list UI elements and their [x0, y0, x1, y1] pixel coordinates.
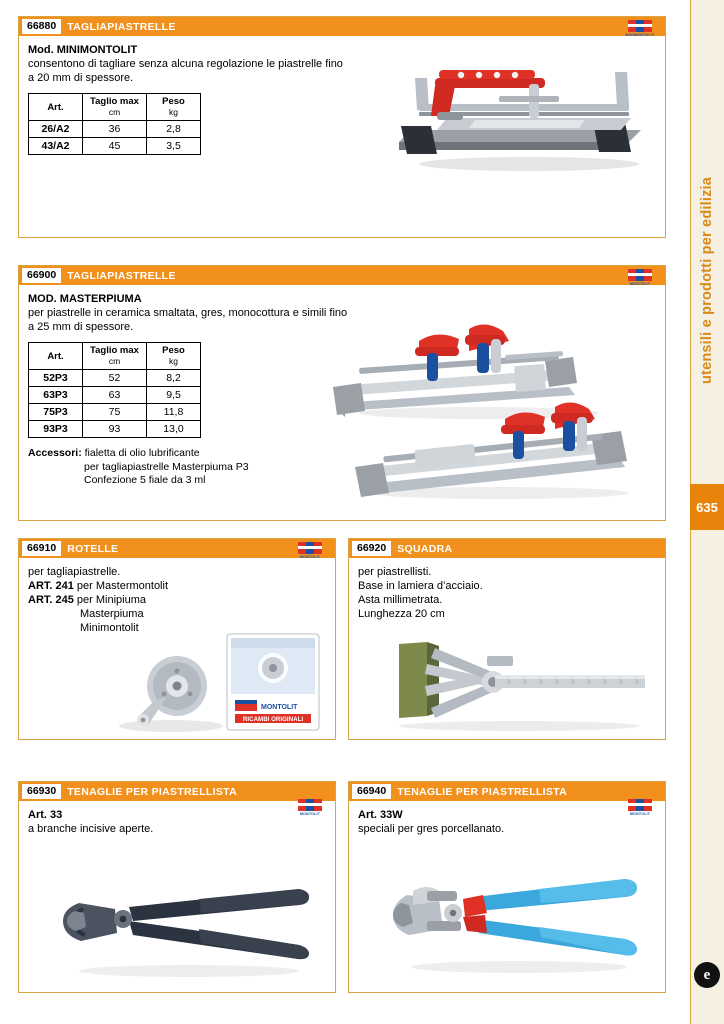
sidebar-section-label: utensili e prodotti per edilizia [699, 176, 715, 384]
spec-table [28, 342, 201, 438]
table-row [29, 421, 201, 438]
product-image-rotelle [109, 630, 329, 740]
product-art: Art. 33 [28, 809, 63, 821]
cell-peso: 13,0 [147, 421, 201, 438]
cell-taglio: 75 [83, 404, 147, 421]
th-taglio-label: Taglio max [90, 345, 139, 356]
th-peso-label: Peso [162, 345, 185, 356]
block-header [19, 266, 665, 285]
product-image-tenaglie-33 [49, 859, 319, 989]
product-desc-text: consentono di tagliare senza alcuna regolazione le piastrelle fino a 20 mm di spessore. [28, 58, 343, 84]
product-code: 66910 [22, 541, 61, 556]
rotelle-line1: per tagliapiastrelle. [28, 566, 121, 578]
th-peso [147, 343, 201, 370]
block-header [19, 782, 335, 801]
th-art: Art. [29, 94, 83, 121]
brand-name: MONTOLIT [629, 282, 651, 286]
product-desc-text: speciali per gres porcellanato. [358, 823, 505, 835]
product-model: MOD. MASTERPIUMA [28, 293, 142, 305]
product-image-masterpiuma [319, 295, 659, 510]
cell-peso: 11,8 [147, 404, 201, 421]
product-block-66930 [18, 781, 336, 993]
th-taglio-label: Taglio max [90, 96, 139, 107]
cell-taglio: 52 [83, 370, 147, 387]
product-model: Mod. MINIMONTOLIT [28, 44, 138, 56]
svg-text:RICAMBI ORIGINALI: RICAMBI ORIGINALI [242, 716, 304, 723]
product-title: TAGLIAPIASTRELLE [67, 20, 176, 33]
block-body [19, 33, 665, 161]
product-block-66940 [348, 781, 666, 993]
th-taglio [83, 343, 147, 370]
cell-peso: 8,2 [147, 370, 201, 387]
rotelle-art-245: ART. 245 [28, 594, 74, 606]
th-taglio [83, 94, 147, 121]
product-description [358, 808, 568, 836]
spec-table [28, 93, 201, 155]
svg-text:MONTOLIT: MONTOLIT [261, 704, 298, 711]
cell-art: 93P3 [29, 421, 83, 438]
cell-taglio: 36 [83, 121, 147, 138]
product-description [28, 565, 238, 635]
cell-art: 63P3 [29, 387, 83, 404]
th-peso [147, 94, 201, 121]
rotelle-line4: Masterpiuma [80, 608, 144, 620]
cell-art: 43/A2 [29, 138, 83, 155]
accessories-line2: per tagliapiastrelle Masterpiuma P3 [84, 460, 249, 473]
squadra-line1: per piastrellisti. [358, 566, 432, 578]
table-row [29, 121, 201, 138]
cell-art: 52P3 [29, 370, 83, 387]
cell-taglio: 93 [83, 421, 147, 438]
brand-logo-icon [293, 799, 327, 821]
product-description [358, 565, 578, 621]
brand-logo-icon [623, 269, 657, 291]
product-desc-text: a branche incisive aperte. [28, 823, 154, 835]
brand-name: MINIMONTOLIT [625, 33, 655, 37]
squadra-line4: Lunghezza 20 cm [358, 608, 445, 620]
th-taglio-unit: cm [108, 356, 121, 366]
product-image-tenaglie-33w [379, 857, 649, 987]
product-description [28, 292, 348, 334]
product-block-66910 [18, 538, 336, 740]
th-peso-unit: kg [169, 107, 178, 117]
brand-logo-icon [623, 799, 657, 821]
cell-peso: 2,8 [147, 121, 201, 138]
product-code: 66930 [22, 784, 61, 799]
product-code: 66900 [22, 268, 61, 283]
product-image-squadra [369, 630, 659, 740]
block-header [349, 539, 665, 558]
squadra-line3: Asta millimetrata. [358, 594, 443, 606]
product-title: TENAGLIE PER PIASTRELLISTA [397, 785, 567, 798]
page-sidebar [682, 0, 724, 1024]
product-description [28, 43, 348, 85]
product-title: TENAGLIE PER PIASTRELLISTA [67, 785, 237, 798]
brand-name: MONTOLIT [629, 812, 651, 816]
table-row [29, 387, 201, 404]
accessories-label: Accessori: [28, 447, 82, 459]
brand-name: MONTOLIT [299, 555, 321, 559]
squadra-line2: Base in lamiera d’acciaio. [358, 580, 483, 592]
cell-peso: 3,5 [147, 138, 201, 155]
block-body [349, 558, 665, 627]
table-header-row [29, 343, 201, 370]
product-code: 66920 [352, 541, 391, 556]
table-row [29, 138, 201, 155]
th-taglio-unit: cm [108, 107, 121, 117]
product-description [28, 808, 238, 836]
th-peso-unit: kg [169, 356, 178, 366]
block-header [19, 17, 665, 36]
rotelle-art-241: ART. 241 [28, 580, 74, 592]
block-body [19, 801, 335, 842]
block-header [349, 782, 665, 801]
block-body [19, 555, 335, 723]
publisher-logo-icon: e [694, 962, 720, 988]
accessories-line1: fialetta di olio lubrificante [84, 447, 200, 459]
cell-peso: 9,5 [147, 387, 201, 404]
cell-taglio: 45 [83, 138, 147, 155]
rotelle-line2-rest: per Mastermontolit [73, 580, 169, 592]
brand-logo-icon [293, 542, 327, 564]
product-desc-text: per piastrelle in ceramica smaltata, gres, monocottura e simili fino a 25 mm di spessore. [28, 307, 348, 333]
rotelle-line5: Minimontolit [80, 622, 139, 634]
page-number: 635 [690, 484, 724, 530]
th-art: Art. [29, 343, 83, 370]
table-row [29, 404, 201, 421]
brand-name: MONTOLIT [299, 812, 321, 816]
table-header-row [29, 94, 201, 121]
table-row [29, 370, 201, 387]
product-title: TAGLIAPIASTRELLE [67, 269, 176, 282]
block-body [19, 282, 665, 494]
product-block-66900 [18, 265, 666, 521]
block-header [19, 539, 335, 558]
cell-taglio: 63 [83, 387, 147, 404]
accessories-line3: Confezione 5 fiale da 3 ml [84, 474, 206, 486]
product-title: ROTELLE [67, 542, 119, 555]
th-peso-label: Peso [162, 96, 185, 107]
product-art: Art. 33W [358, 809, 403, 821]
rotelle-line3-rest: per Minipiuma [73, 594, 146, 606]
cell-art: 75P3 [29, 404, 83, 421]
product-code: 66940 [352, 784, 391, 799]
product-code: 66880 [22, 19, 61, 34]
product-block-66920 [348, 538, 666, 740]
cell-art: 26/A2 [29, 121, 83, 138]
product-block-66880 [18, 16, 666, 238]
product-title: SQUADRA [397, 542, 453, 555]
product-image-minimontolit [379, 38, 659, 178]
block-body [349, 801, 665, 842]
